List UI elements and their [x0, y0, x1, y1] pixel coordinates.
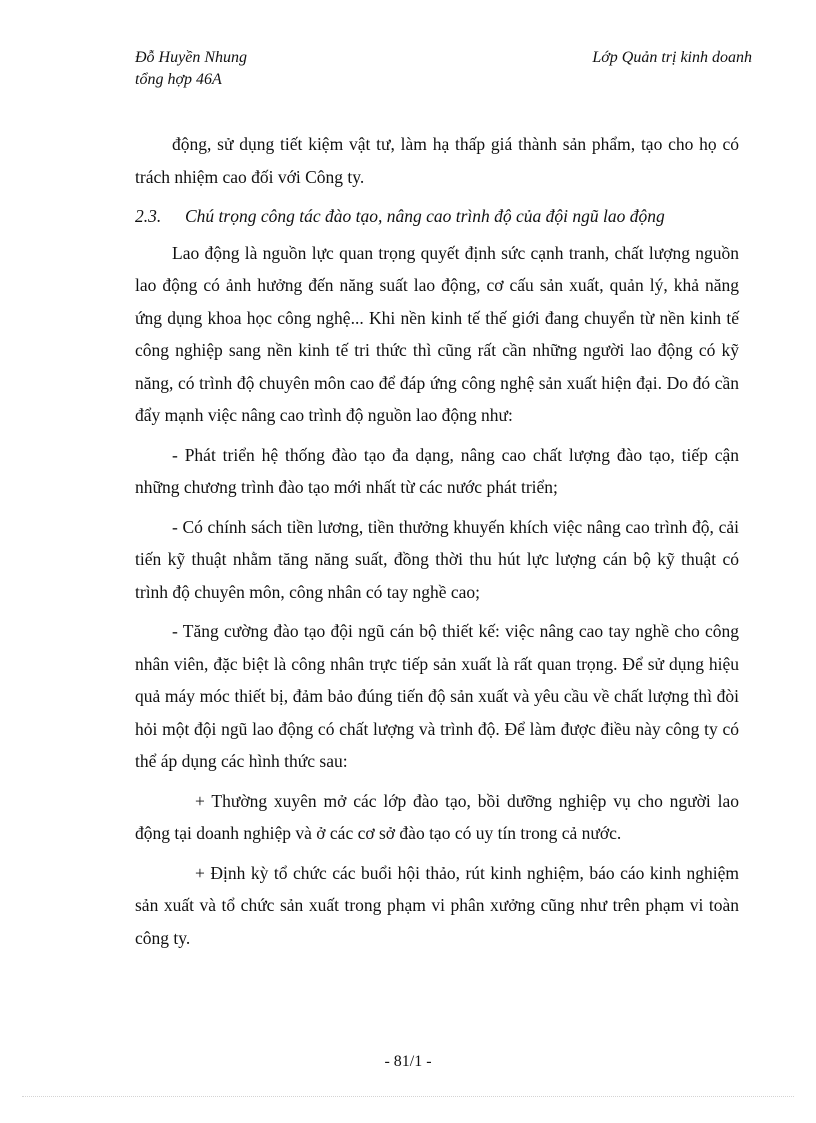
page-number: - 81/1 -: [384, 1053, 432, 1070]
bullet-item: - Phát triển hệ thống đào tạo đa dạng, nâng cao chất lượng đào tạo, tiếp cận những chương trình đào tạo mới nhất từ các nước phát triển;: [135, 444, 739, 497]
author-name: Đỗ Huyền Nhung: [135, 49, 247, 66]
page-header-author: [135, 47, 247, 91]
sub-bullet-item: + Định kỳ tổ chức các buổi hội thảo, rút kinh nghiệm, báo cáo kinh nghiệm sản xuất và tổ chức sản xuất trong phạm vi phân xưởng cũng như trên phạm vi toàn công ty.: [135, 862, 739, 948]
paragraph-intro: Lao động là nguồn lực quan trọng quyết định sức cạnh tranh, chất lượng nguồn lao động có ảnh hưởng đến năng suất lao động, cơ cấu sản xuất, quản lý, khả năng ứng dụng khoa học công nghệ... Khi nền kinh tế thế giới đang chuyển từ nền kinh tế công nghiệp sang nền kinh tế tri thức thì cũng rất cần những người lao động có kỹ năng, có trình độ chuyên môn cao để đáp ứng công nghệ sản xuất hiện đại. Do đó cần đẩy mạnh việc nâng cao trình độ nguồn lao động như:: [135, 242, 739, 425]
page-bottom-divider: [22, 1096, 794, 1097]
page-header-class: Lớp Quản trị kinh doanh: [592, 49, 752, 66]
section-heading: [135, 200, 739, 233]
bullet-item: - Có chính sách tiền lương, tiền thưởng khuyến khích việc nâng cao trình độ, cải tiến kỹ thuật nhằm tăng năng suất, đồng thời thu hút lực lượng cán bộ kỹ thuật có trình độ chuyên môn, công nhân có tay nghề cao;: [135, 516, 739, 602]
paragraph-continuation: động, sử dụng tiết kiệm vật tư, làm hạ thấp giá thành sản phẩm, tạo cho họ có trách nhiệm cao đối với Công ty.: [135, 134, 739, 187]
section-number: 2.3.: [135, 206, 162, 226]
bullet-item: - Tăng cường đào tạo đội ngũ cán bộ thiết kế: việc nâng cao tay nghề cho công nhân viên, đặc biệt là công nhân trực tiếp sản xuất là rất quan trọng. Để sử dụng hiệu quả máy móc thiết bị, đảm bảo đúng tiến độ sản xuất và yêu cầu về chất lượng thì đòi hỏi một đội ngũ lao động có chất lượng và trình độ. Để làm được điều này công ty có thể áp dụng các hình thức sau:: [135, 621, 739, 771]
section-title: Chú trọng công tác đào tạo, nâng cao trình độ của đội ngũ lao động: [185, 206, 665, 226]
author-class: tổng hợp 46A: [135, 71, 222, 88]
document-body: [135, 128, 739, 961]
sub-bullet-item: + Thường xuyên mở các lớp đào tạo, bồi dưỡng nghiệp vụ cho người lao động tại doanh nghiệp và ở các cơ sở đào tạo có uy tín trong cả nước.: [135, 790, 739, 843]
